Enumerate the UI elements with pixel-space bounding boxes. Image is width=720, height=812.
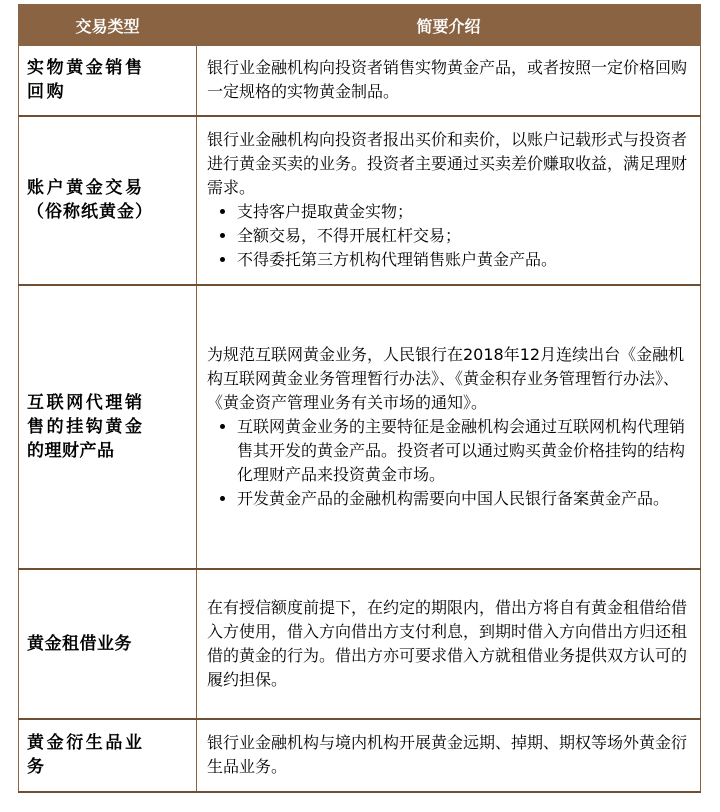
table-row [19, 116, 701, 285]
bullet-list [207, 200, 692, 272]
description-text: 银行业金融机构向投资者销售实物黄金产品，或者按照一定价格回购一定规格的实物黄金制品。 [207, 58, 688, 102]
description-text: 银行业金融机构向投资者报出买价和卖价，以账户记载形式与投资者进行黄金买卖的业务。投资者主要通过买卖差价赚取收益，满足理财需求。 [207, 130, 688, 197]
trade-type-line: 的理财产品 [27, 440, 115, 461]
trade-type-line: 账户黄金交易 [27, 178, 145, 198]
trade-type-line: 务 [27, 757, 47, 777]
trade-type-line: 回购 [27, 82, 67, 103]
trade-type-line: 售的挂钩黄金 [27, 416, 145, 437]
description-cell [197, 285, 701, 569]
header-trade-type: 交易类型 [19, 5, 197, 46]
header-description: 简要介绍 [197, 5, 701, 46]
bullet-item: • 开发黄金产品的金融机构需要向中国人民银行备案黄金产品。 [237, 487, 692, 511]
trade-type-cell [19, 116, 197, 285]
description-cell [197, 46, 701, 116]
header-row [19, 5, 701, 46]
trade-type-line: 黄金衍生品业 [27, 733, 145, 753]
trade-type-line: 黄金租借业务 [27, 633, 132, 654]
trade-type-cell [19, 285, 197, 569]
table-row [19, 719, 701, 792]
bullet-item: • 支持客户提取黄金实物； [237, 200, 692, 224]
description-cell [197, 116, 701, 285]
description-text: 在有授信额度前提下，在约定的期限内，借出方将自有黄金租借给借入方使用，借入方向借出方支付利息，到期时借入方向借出方归还租借的黄金的行为。借出方亦可要求借入方就租借业务提供双方认可的履约担保。 [207, 597, 688, 689]
gold-trading-table [18, 4, 701, 793]
trade-type-line: 实物黄金销售 [27, 58, 145, 79]
description-cell [197, 719, 701, 792]
table-row [19, 569, 701, 719]
bullet-item: • 全额交易，不得开展杠杆交易； [237, 224, 692, 248]
trade-type-cell [19, 569, 197, 719]
table-row [19, 285, 701, 569]
description-cell [197, 569, 701, 719]
description-text: 银行业金融机构与境内机构开展黄金远期、掉期、期权等场外黄金衍生品业务。 [207, 733, 688, 776]
trade-type-line: （俗称纸黄金） [27, 202, 153, 222]
trade-type-cell [19, 46, 197, 116]
trade-type-line: 互联网代理销 [27, 392, 145, 413]
bullet-item: • 不得委托第三方机构代理销售账户黄金产品。 [237, 248, 692, 272]
description-text: 为规范互联网黄金业务，人民银行在2018年12月连续出台《金融机构互联网黄金业务管理暂行办法》、《黄金积存业务管理暂行办法》、《黄金资产管理业务有关市场的通知》。 [207, 344, 685, 412]
bullet-item: • 互联网黄金业务的主要特征是金融机构会通过互联网机构代理销售其开发的黄金产品。投资者可以通过购买黄金价格挂钩的结构化理财产品来投资黄金市场。 [237, 415, 692, 487]
bullet-list [207, 415, 692, 511]
table-row [19, 46, 701, 116]
trade-type-cell [19, 719, 197, 792]
